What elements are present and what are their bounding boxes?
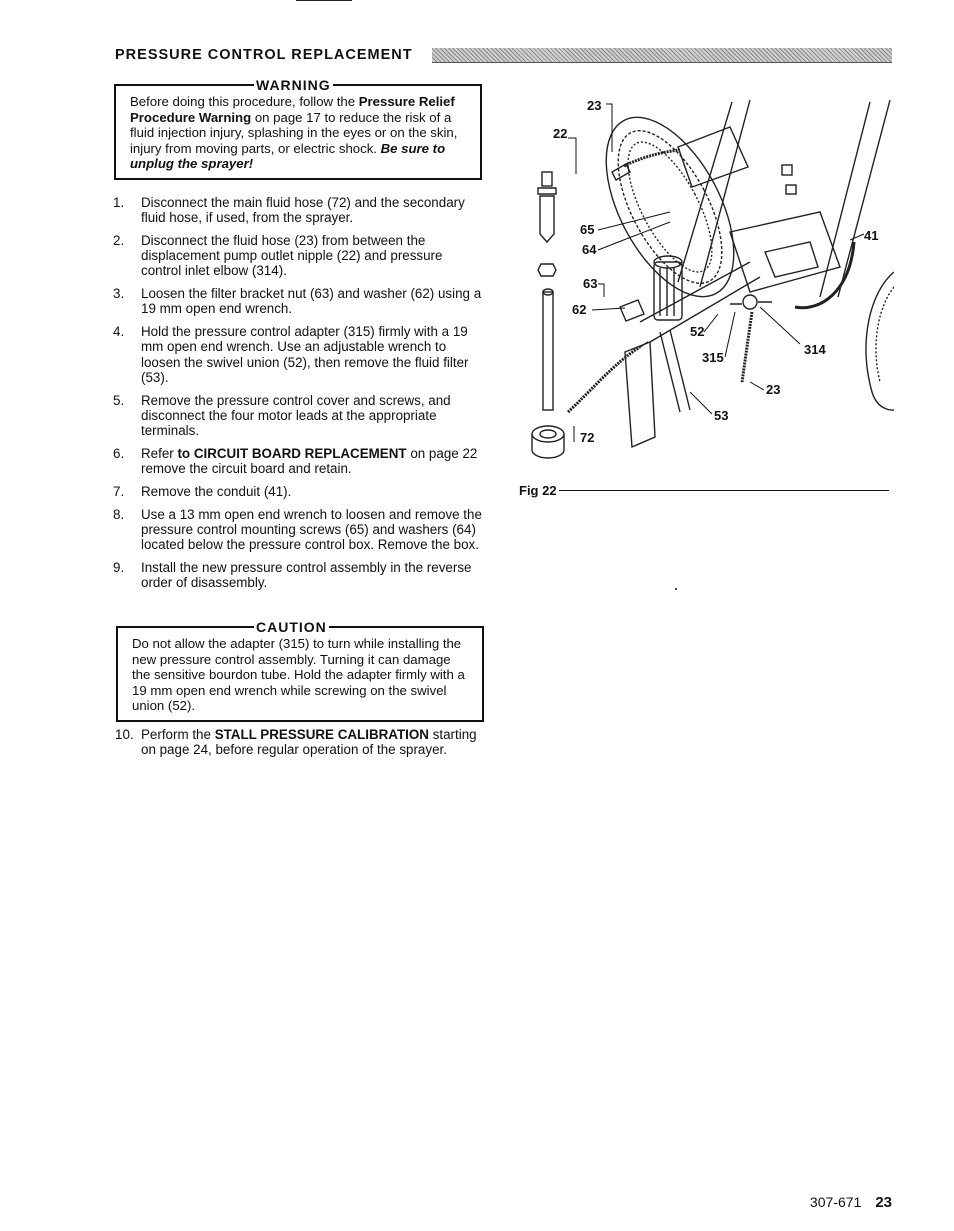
callout-22: 22 <box>553 126 568 141</box>
step-item: 2. Disconnect the fluid hose (23) from between the displacement pump outlet nipple (22) and pressure control inlet elbow (314). <box>113 233 443 279</box>
step-item: 3. Loosen the filter bracket nut (63) and washer (62) using a 19 mm open end wrench. <box>113 286 482 317</box>
callout-41: 41 <box>864 228 879 243</box>
step-item-10: 10. Perform the STALL PRESSURE CALIBRATION starting on page 24, before regular operation of the sprayer. <box>115 727 477 758</box>
title-bar <box>432 48 892 63</box>
procedure-steps <box>113 195 483 598</box>
callout-53: 53 <box>714 408 729 423</box>
callout-52: 52 <box>690 324 705 339</box>
callout-64: 64 <box>582 242 597 257</box>
caution-box <box>116 619 484 722</box>
caution-heading: CAUTION <box>256 619 327 635</box>
page-footer <box>810 1194 892 1211</box>
callout-72: 72 <box>580 430 595 445</box>
callout-314: 314 <box>804 342 826 357</box>
callout-23-bottom: 23 <box>766 382 781 397</box>
wheel-illustration <box>580 97 760 317</box>
step-item: 6. Refer to CIRCUIT BOARD REPLACEMENT on page 22 remove the circuit board and retain. <box>113 445 478 477</box>
callout-65: 65 <box>580 222 595 237</box>
top-rule <box>296 0 352 1</box>
callout-23-top: 23 <box>587 98 602 113</box>
callout-315: 315 <box>702 350 724 365</box>
step-item: 9. Install the new pressure control assembly in the reverse order of disassembly. <box>113 559 472 591</box>
warning-heading: WARNING <box>256 77 331 93</box>
stray-dot <box>675 588 677 590</box>
page-number: 23 <box>875 1194 892 1211</box>
circuit-board-ref: to CIRCUIT BOARD REPLACEMENT <box>177 445 407 461</box>
callout-62: 62 <box>572 302 587 317</box>
callout-63: 63 <box>583 276 598 291</box>
exploded-parts-figure <box>520 92 894 464</box>
figure-caption <box>519 483 889 498</box>
warning-box <box>114 77 482 180</box>
document-number: 307-671 <box>809 1194 862 1210</box>
warning-text-cont: on page 17 to reduce the risk of a fluid injection injury, splashing in the eyes or on the skin, injury from moving parts, or electric shock. <box>130 109 458 156</box>
step-item: 1. Disconnect the main fluid hose (72) and the secondary fluid hose, if used, from the sprayer. <box>113 195 465 226</box>
caution-text: Do not allow the adapter (315) to turn while installing the new pressure control assembly. Turning it can damage the sensitive bourdon tube. Hold the adapter firmly with a 19 mm open end wrench while screwing on the swivel union (52). <box>132 636 465 713</box>
warning-procedure-ref: Pressure Relief Procedure Warning <box>130 94 455 125</box>
figure-caption-label: Fig 22 <box>519 483 557 498</box>
warning-emphasis: Be sure to unplug the sprayer! <box>130 140 446 171</box>
step-item: 5. Remove the pressure control cover and screws, and disconnect the four motor leads at the appropriate terminals. <box>113 392 451 439</box>
stall-calibration-ref: STALL PRESSURE CALIBRATION <box>214 727 429 742</box>
warning-text: Before doing this procedure, follow the <box>130 94 359 109</box>
section-title: PRESSURE CONTROL REPLACEMENT <box>115 47 413 63</box>
step-item: 7. Remove the conduit (41). <box>113 483 292 499</box>
step-item: 8. Use a 13 mm open end wrench to loosen and remove the pressure control mounting screws (65) and washers (64) located below the pressure control box. Remove the box. <box>113 506 482 553</box>
step-item: 4. Hold the pressure control adapter (315) firmly with a 19 mm open end wrench. Use an adjustable wrench to loosen the swivel union (52), then remove the fluid filter (53). <box>113 324 469 385</box>
